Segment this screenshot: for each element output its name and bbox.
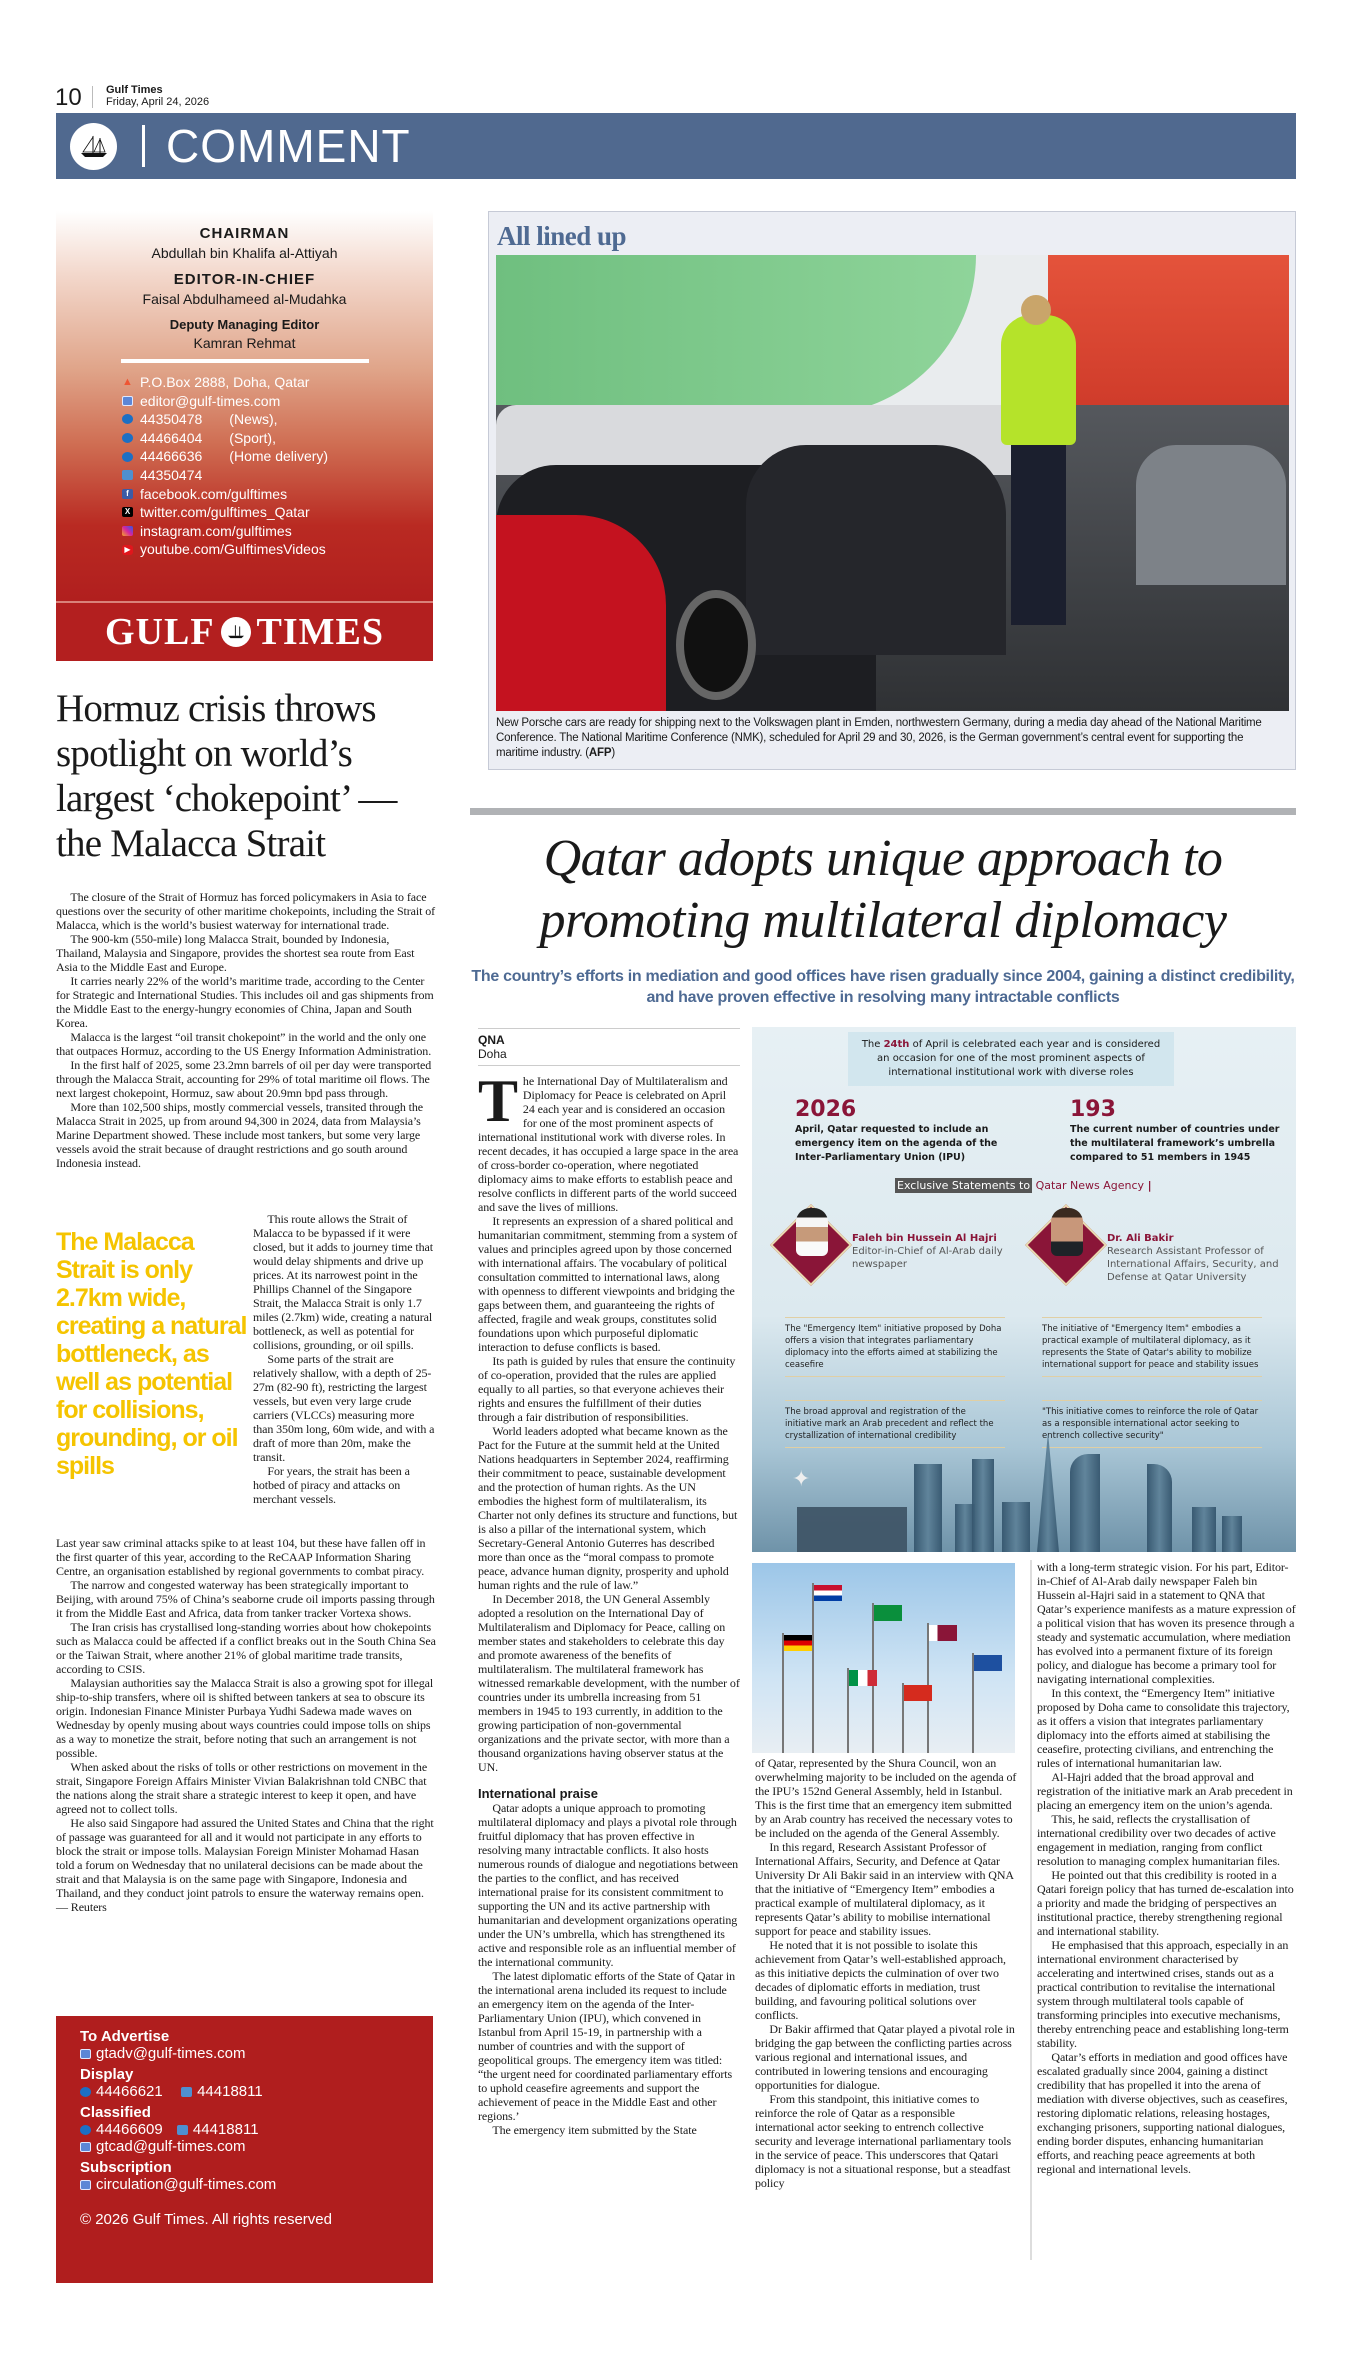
portrait [796,1208,828,1256]
paragraph: Qatar adopts a unique approach to promoting multilateral diplomacy and plays a pivotal role through fruitful diplomacy that has proven effective in resolving many intractable conflicts. It also hosts numerous rounds of dialogue and negotiations between the parties to the conflict, and has received international praise for its consistent commitment to supporting the UN and its active partnership with humanitarian and development organizations operating under the UN’s umbrella, which has strengthened its active and responsible role as an influential member of the international community. [478,1801,739,1969]
paragraph: The Iran crisis has crystallised long-standing worries about how chokepoints such as Malacca could be affected if a conflict breaks out in the South China Sea or the Taiwan Strait, where another 21% of global maritime trade transits, according to CSIS. [56,1620,436,1676]
youtube-icon: ▶ [122,545,133,555]
subheading: International praise [478,1786,598,1801]
person-name: Dr. Ali Bakir [1107,1233,1174,1244]
contact-instagram[interactable] [122,522,433,541]
eic-name: Faisal Abdulhameed al-Mudahka [142,291,347,307]
subscription-label: Subscription [80,2159,172,2176]
contact-twitter[interactable] [122,503,433,522]
paragraph: More than 102,500 ships, mostly commercial vessels, transited through the Malacca Strait in 2025, up from around 94,300 in 2024, data from Malaysia’s Marine Department showed. These include most tankers, but some very large vessels avoid the strait because of draught restrictions and go south around Indonesia instead. [56,1100,424,1170]
email-icon [80,2049,91,2059]
paragraph: of Qatar, represented by the Shura Council, won an overwhelming majority to be included on the agenda of the IPU’s 152nd General Assembly, held in Istanbul. This is the first time that an emergency item submitted by an Arab country has received the necessary votes to be included on the agenda of the General Assembly. [755,1756,1017,1840]
dhow-logo-icon [221,617,251,647]
banner-divider [142,125,145,167]
drop-cap: T [478,1068,518,1134]
left-article-body-narrow [253,1212,436,1506]
editor-email-link[interactable]: editor@gulf-times.com [140,392,281,409]
paragraph: Al-Hajri added that the broad approval and registration of the initiative mark an Arab precedent in placing an emergency item on the union’s agenda. [1037,1770,1293,1812]
main-article-column-2 [755,1756,1017,2190]
phone-icon [80,2125,91,2135]
subscription-email-link[interactable]: circulation@gulf-times.com [96,2176,277,2193]
phone-label: (News), [229,411,278,428]
quote: The broad approval and registration of the initiative mark an Arab precedent and reflect the crystallization of international credibility [785,1400,1005,1448]
contact-youtube[interactable] [122,540,433,559]
person-title: Editor-in-Chief of Al-Arab daily newspaper [852,1246,1003,1270]
paragraph: For years, the strait has been a hotbed of piracy and attacks on merchant vessels. [253,1464,410,1506]
page-number: 10 [55,84,82,111]
quote: The "Emergency Item" initiative proposed by Doha offers a vision that integrates parliamentary diplomacy into the efforts aimed at stabilizing the ceasefire [785,1317,1005,1377]
logo-text-left: GULF [104,611,215,653]
chairman-name: Abdullah bin Khalifa al-Attiyah [151,245,338,261]
contact-facebook[interactable] [122,485,433,504]
stat-193 [1070,1097,1280,1165]
eic-label: EDITOR-IN-CHIEF [173,271,316,288]
paragraph: Last year saw criminal attacks spike to at least 104, but these have fallen off in the first quarter of this year, according to the ReCAAP Information Sharing Centre, an organisation established by regional governments to combat piracy. [56,1536,426,1578]
display-label: Display [80,2066,134,2083]
youtube-link[interactable]: youtube.com/GulftimesVideos [140,541,326,558]
caption-text: New Porsche cars are ready for shipping next to the Volkswagen plant in Emden, northwestern Germany, during a media day ahead of the National Maritime Conference. The National Maritime Conference (NMK), scheduled for April 29 and 30, 2026, is the German government’s central event for supporting the maritime industry. [496,717,1262,759]
porsche-cars-photo [496,255,1289,711]
fax-icon [177,2125,188,2135]
facebook-link[interactable]: facebook.com/gulftimes [140,485,288,502]
flags-photo [752,1563,1015,1753]
paragraph: Qatar’s efforts in mediation and good offices have escalated gradually since 2004, gaining a distinct credibility that has propelled it into the arena of mediation with diverse objectives, such as ceasefires, restoring diplomatic relations, releasing hostages, exchanging prisoners, supporting national dialogues, ending border disputes, enhancing humanitarian efforts, and reaching peace agreements at both regional and international levels. [1037,2050,1288,2176]
paragraph: It represents an expression of a shared political and humanitarian commitment, stemming from a system of values and principles agreed upon by those concerned with international affairs. The vocabulary of political consultation committed to international laws, along with openness to different viewpoints and bridging the gaps between them, and guaranteeing the rights of affected, fragile and weak groups, constitutes solid foundations upon which purposeful diplomatic interaction to defuse conflicts is based. [478,1214,738,1354]
left-article-body-bottom [56,1536,436,1914]
exclusive-text: Exclusive Statements to [897,1179,1031,1192]
byline [478,1028,740,1066]
paragraph: In the first half of 2025, some 23.2mn barrels of oil per day were transported through the Malacca Strait, accounting for 29% of total maritime oil flows. The next largest chokepoint, Hormuz, saw about 20.9mn bpd pass through. [56,1058,432,1100]
chairman-label: CHAIRMAN [199,225,290,242]
stat-number: 2026 [795,1097,857,1122]
paragraph: The 900-km (550-mile) long Malacca Strait, bounded by Indonesia, Thailand, Malaysia and Singapore, provides the shortest sea route from East Asia to the Middle East and Europe. [56,932,415,974]
paragraph: This route allows the Strait of Malacca to be bypassed if it were closed, but it adds to journey time that would delay shipments and drive up prices. At its narrowest point in the Phillips Channel of the Singapore Strait, the Malacca Strait is only 1.7 miles (2.7km) wide, creating a natural bottleneck, as well as potential for collisions, grounding, or oil spills. [253,1212,433,1352]
paragraph: Some parts of the strait are relatively shallow, with a depth of 25-27m (82-90 ft), restricting the largest vessels, but even very large crude carriers (VLCCs) measuring more than 350m long, 60m wide, and with a draft of more than 20m, make the transit. [253,1352,435,1464]
intro-highlight: 24th [883,1039,910,1050]
stat-2026 [795,1097,1005,1165]
intro-text: The [861,1039,884,1050]
left-article-headline: Hormuz crisis throws spotlight on world’s largest ‘chokepoint’ — the Malacca Strait [56,687,397,865]
main-article-column-1 [478,1068,740,2137]
phone-label: (Home delivery) [229,448,329,465]
exclusive-label: Exclusive Statements to Qatar News Agency | [897,1179,1152,1192]
main-subheadline: The country’s efforts in mediation and good offices have risen gradually since 2004, gaining a distinct credibility, and have proven effective in resolving many intractable conflicts [471,968,1295,1006]
paragraph: The emergency item submitted by the State [492,2123,697,2137]
contact-phone-sport [122,429,433,448]
fax-icon [122,470,133,480]
paragraph [478,1068,740,1214]
paragraph: In December 2018, the UN General Assembly adopted a resolution on the International Day of Multilateralism and Diplomacy for Peace, calling on member states and stakeholders to celebrate this day and promote awareness of the benefits of multilateralism. The multilateral framework has witnessed remarkable development, with the number of countries under its umbrella increasing from 51 members in 1945 to 193 currently, in addition to the growing participation of non-governmental organizations and the private sector, with more than a thousand organizations having observer status at the UN. [478,1592,740,1774]
paragraph: The closure of the Strait of Hormuz has forced policymakers in Asia to face questions over the security of other maritime chokepoints, including the Strait of Malacca, which is the world’s busiest waterway for international trade. [56,890,436,932]
masthead-box [56,211,433,661]
dateline: Doha [478,1047,507,1061]
paragraph: When asked about the risks of tolls or other restrictions on movement in the strait, Singapore Foreign Affairs Minister Vivian Balakrishnan told CNBC that the nations along the strait share a strategic interest to keep it open, and have agreed not to collect tolls. [56,1760,428,1816]
phone-icon [122,433,133,443]
stat-number: 193 [1070,1097,1116,1122]
stat-text: The current number of countries under the multilateral framework’s umbrella compared to 51 members in 1945 [1070,1124,1280,1163]
phone-icon [122,452,133,462]
portrait [1051,1208,1083,1256]
paragraph: Its path is guided by rules that ensure the continuity of co-operation, provided that the rules are applied equally to all parties, so that everyone achieves their rights and ensures the fulfillment of their duties through a fair distribution of responsibilities. [478,1354,736,1424]
paragraph: Malaysian authorities say the Malacca Strait is also a growing spot for illegal ship-to-ship transfers, where oil is shifted between tankers at sea to obscure its origin. Indonesian Finance Minister Purbaya Yudhi Sadewa made waves on Wednesday by openly musing about ways countries could impose tolls on ships as a way to monetize the strait, before noting that such an arrangement is not possible. [56,1676,434,1760]
email-icon [122,396,133,406]
dhow-logo-icon [70,123,117,170]
classified-phone: 44466609 [96,2121,163,2138]
classified-fax: 44418811 [192,2121,259,2138]
paragraph: World leaders adopted what became known as the Pact for the Future at the summit held at the United Nations headquarters in September 2024, reaffirming their commitment to peace, sustainable development and the protection of human rights. As the UN embodies the highest form of multilateralism, its Charter not only defines its structure and functions, but is also a pillar of the international system, which Secretary-General Antonio Guterres has described more than once as the “moral compass to promote peace, advance human dignity, prosperity and uphold human rights and the rule of law.” [478,1424,738,1592]
dove-icon: ✦ [792,1467,811,1492]
paragraph: The latest diplomatic efforts of the State of Qatar in the international arena included its request to include an emergency item on the agenda of the Inter-Parliamentary Union (IPU), which convened in Istanbul from April 15-19, in partnership with a number of countries and with the support of geopolitical groups. The emergency item was titled: “the urgent need for coordinated parliamentary efforts to uphold ceasefire agreements and support the achievement of peace in the Middle East and other regions.’ [478,1969,736,2123]
phone-label: (Sport), [229,429,276,446]
phone-icon [122,414,133,424]
advertise-email-link[interactable]: gtadv@gulf-times.com [96,2045,246,2062]
agency-name: Qatar News Agency [1035,1179,1145,1192]
infographic [752,1027,1296,1552]
facebook-icon: f [122,489,133,499]
copyright: © 2026 Gulf Times. All rights reserved [80,2211,332,2228]
email-icon [80,2180,91,2190]
paragraph: He also said Singapore had assured the United States and China that the right of passage was guaranteed for all and it would not participate in any efforts to block the strait or impose tolls. Malaysian Foreign Minister Mohamad Hasan told a forum on Wednesday that no unilateral decisions can be made about the strait and that Malaysia is on the same page with Singapore, Indonesia and Thailand, and they conduct joint patrols to ensure the waterway remains open. — Reuters [56,1816,434,1914]
stat-text: April, Qatar requested to include an emergency item on the agenda of the Inter-Parliamentary Union (IPU) [795,1124,998,1163]
x-icon: X [122,507,133,517]
advertise-label: To Advertise [80,2028,170,2045]
contact-fax [122,466,433,485]
paragraph: This, he said, reflects the crystallisation of international credibility over two decades of active engagement in mediation, ranging from conflict resolution to managing complex humanitarian files. [1037,1812,1280,1868]
publication-name: Gulf Times [106,84,163,96]
paragraph: In this context, the “Emergency Item” initiative proposed by Doha came to consolidate this trajectory, as it offers a vision that integrates parliamentary diplomacy into the efforts aimed at stabilising the ceasefire, protecting civilians, and entrenching the rules of international humanitarian law. [1037,1686,1290,1770]
quote: The initiative of "Emergency Item" embodies a practical example of multilateral diplomacy, as it represents the State of Qatar's ability to mobilize international support for peace and stability issues [1042,1317,1262,1377]
contact-email[interactable] [122,392,433,411]
contact-address [122,373,433,392]
person-bakir [1037,1212,1296,1292]
main-headline: Qatar adopts unique approach to promoting multilateral diplomacy [539,830,1227,949]
person-al-hajri [782,1212,1042,1292]
gulf-times-logo [56,601,433,661]
classified-label: Classified [80,2104,151,2121]
infographic-intro [848,1032,1174,1086]
intro-text: of April is celebrated each year and is considered an occasion for one of the most prominent aspects of international institutional work with diverse roles [877,1039,1161,1078]
dme-name: Kamran Rehmat [193,335,296,351]
fax-icon [181,2087,192,2097]
paragraph: From this standpoint, this initiative comes to reinforce the role of Qatar as a responsible international actor seeking to entrench collective security and leverage international parliamentary tools in the service of peace. This underscores that Qatari diplomacy is not a situational response, but a steadfast policy [755,2092,1012,2190]
phone-icon [80,2087,91,2097]
advertise-box [56,2016,433,2283]
contact-phone-delivery [122,447,433,466]
masthead-rule [121,359,369,363]
section-banner [56,113,1296,179]
paragraph-text: he International Day of Multilateralism and Diplomacy for Peace is celebrated on April 24 each year and is considered an occasion for one of the most prominent aspects of international institutional work with diverse roles. In recent decades, it has occupied a large space in the area of cross-border co-operation, where negotiated diplomacy aims to make efforts to establish peace and resolve conflicts in different parts of the world succeed and save the lives of millions. [478,1074,739,1214]
photo-feature [488,211,1296,770]
contact-list [56,373,433,559]
photo-title: All lined up [497,221,627,251]
contact-phone-news [122,410,433,429]
paragraph: with a long-term strategic vision. For his part, Editor-in-Chief of Al-Arab daily newspaper Faleh bin Hussein al-Hajri said in a statement to QNA that Qatar’s experience manifests as a mature expression of a political vision that has woven its presence through a steady and systematic accumulation, where mediation has evolved into a permanent fixture of its foreign policy, and dialogue has become a primary tool for navigating international complexities. [1037,1560,1296,1686]
paragraph: He noted that it is not possible to isolate this achievement from Qatar’s well-established approach, as this initiative depicts the culmination of over two decades of diplomatic efforts in mediation, trust building, and favouring political solutions over conflicts. [755,1938,1006,2022]
header-divider [92,86,93,108]
section-title: COMMENT [166,120,411,172]
main-article-column-3 [1030,1560,1296,2260]
person-name: Faleh bin Hussein Al Hajri [852,1233,997,1244]
twitter-link[interactable]: twitter.com/gulftimes_Qatar [140,504,310,521]
paragraph: The narrow and congested waterway has been strategically important to Beijing, with around 75% of China’s seaborne crude oil imports passing through it from the Middle East and Africa, data from tanker tracker Vortexa shows. [56,1578,435,1620]
agency: QNA [478,1033,505,1047]
paragraph: It carries nearly 22% of the world’s maritime trade, according to the Center for Strategic and International Studies. This includes oil and gas shipments from the Middle East to the energy-hungry economies of China, Japan and South Korea. [56,974,434,1030]
phone-number: 44466636 [140,448,203,465]
address-text: P.O.Box 2888, Doha, Qatar [140,374,310,390]
instagram-icon [122,526,133,536]
photo-caption: New Porsche cars are ready for shipping next to the Volkswagen plant in Emden, northwestern Germany, during a media day ahead of the National Maritime Conference. The National Maritime Conference (NMK), scheduled for April 29 and 30, 2026, is the German government’s central event for supporting the maritime industry. (AFP) [496,717,1262,759]
paragraph: He emphasised that this approach, especially in an international environment characterised by accelerating and intertwined crises, stands out as a practical contribution to revitalise the international system through multilateral tools capable of transforming principles into executive mechanisms, thereby entrenching peace and establishing long-term stability. [1037,1938,1289,2050]
logo-text-right: TIMES [256,611,385,653]
display-fax: 44418811 [197,2083,263,2100]
dme-label: Deputy Managing Editor [169,317,320,332]
issue-date: Friday, April 24, 2026 [106,96,210,108]
paragraph: Malacca is the largest “oil transit chokepoint” in the world and the only one that outpaces Hormuz, according to the US Energy Information Administration. [56,1030,432,1058]
phone-number: 44350478 [140,411,203,428]
location-icon: ▲ [122,376,133,389]
paragraph: In this regard, Research Assistant Professor of International Affairs, Security, and Defence at Qatar University Dr Ali Bakir said in an interview with QNA that the initiative of “Emergency Item” embodies a practical example of multilateral diplomacy, as it represents Qatar’s ability to mobilise international support for peace and stability issues. [755,1840,1014,1938]
display-phone: 44466621 [96,2083,163,2100]
paragraph: Dr Bakir affirmed that Qatar played a pivotal role in bridging the gap between the conflicting parties across various regional and international issues, and contributed in lowering tensions and encouraging opportunities for dialogue. [755,2022,1015,2092]
left-article-body-top [56,890,436,1170]
pull-quote: The Malacca Strait is only 2.7km wide, creating a natural bottleneck, as well as potential for collisions, grounding, or oil spills [56,1228,247,1480]
photo-credit: AFP [588,747,612,759]
paragraph: He pointed out that this credibility is rooted in a Qatari foreign policy that has turned de-escalation into a priority and made the bridging of perspectives an institutional practice, thereby strengthening regional and international stability. [1037,1868,1294,1938]
instagram-link[interactable]: instagram.com/gulftimes [140,522,292,539]
classified-email-link[interactable]: gtcad@gulf-times.com [96,2138,246,2155]
fax-number: 44350474 [140,466,203,483]
quote: "This initiative comes to reinforce the role of Qatar as a responsible international actor seeking to entrench collective security" [1042,1400,1262,1448]
person-title: Research Assistant Professor of International Affairs, Security, and Defense at Qatar University [1107,1246,1279,1283]
section-rule [470,808,1296,815]
email-icon [80,2142,91,2152]
phone-number: 44466404 [140,429,203,446]
